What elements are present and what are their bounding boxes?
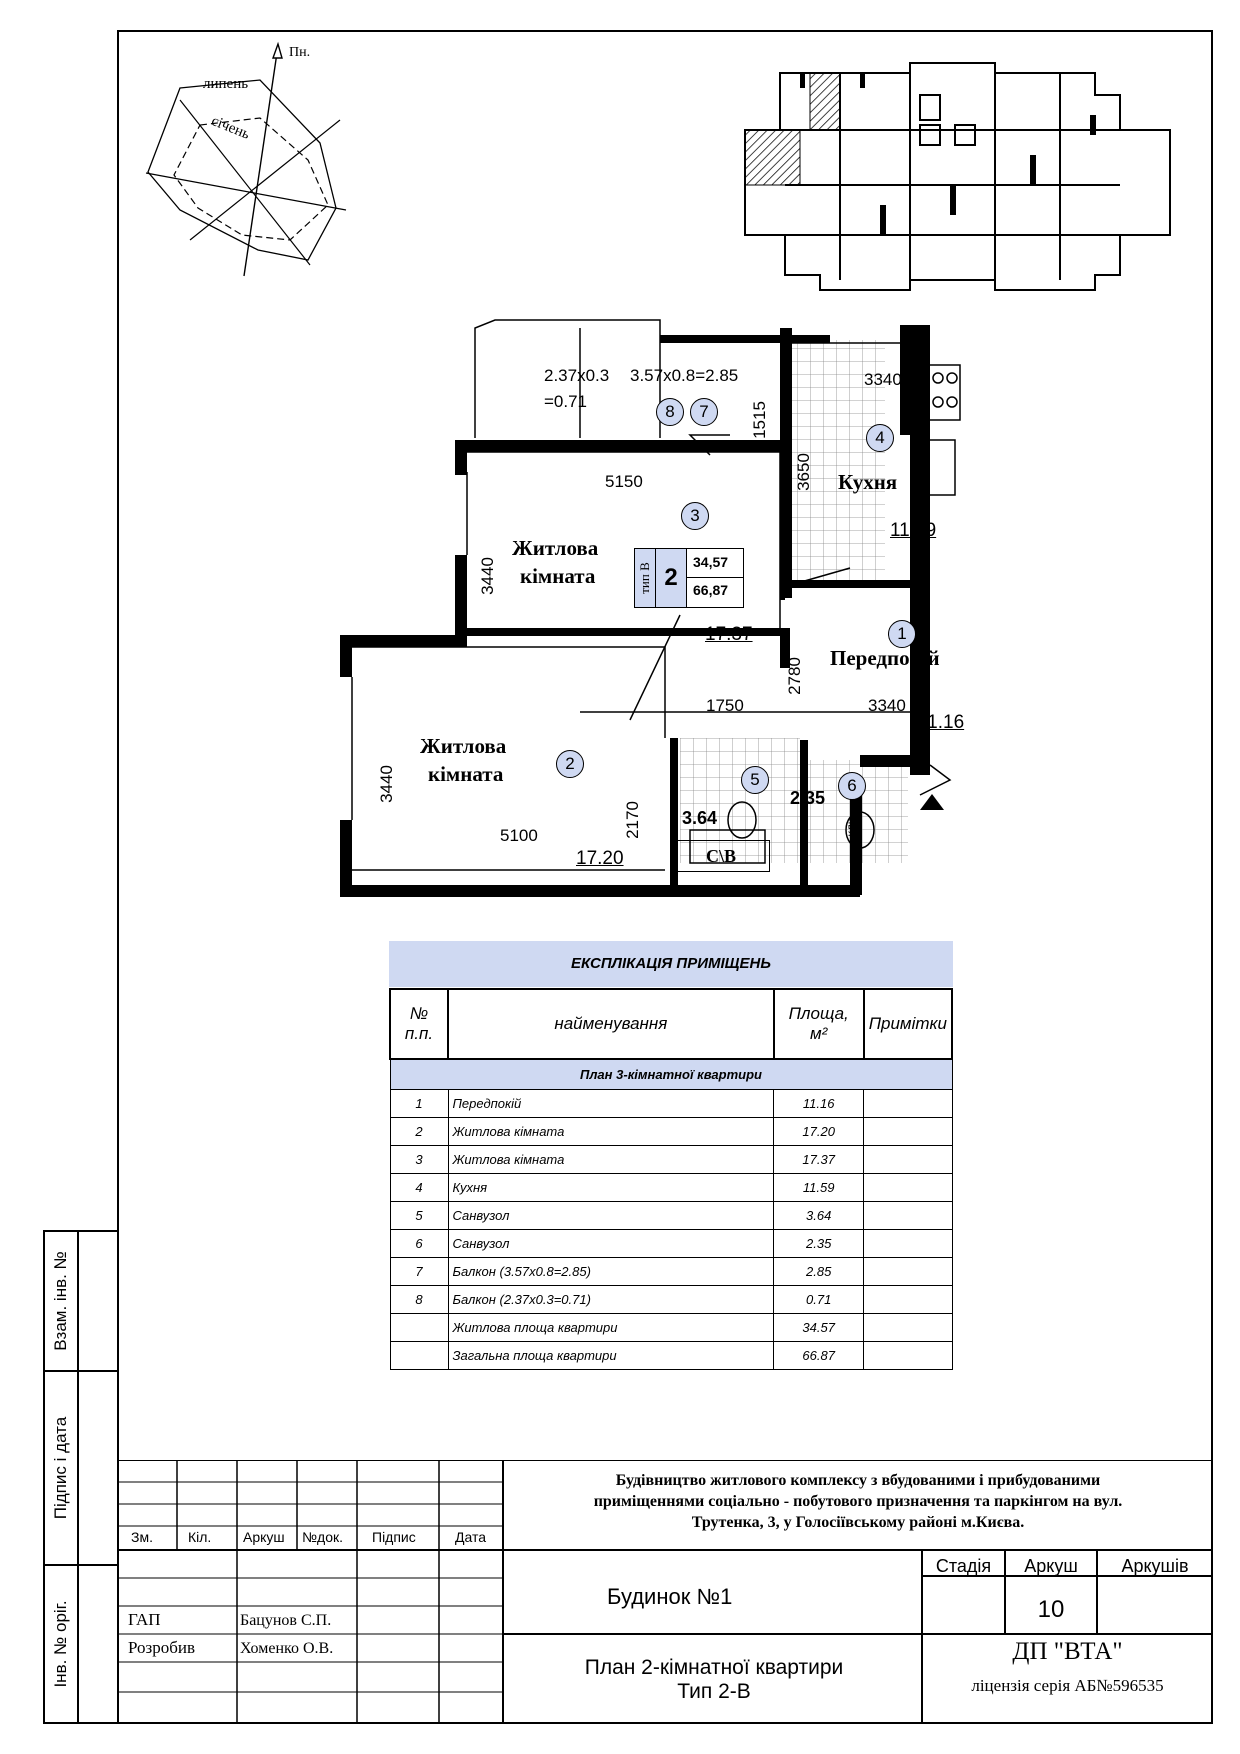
room-2-area: 17.20	[576, 848, 624, 869]
room-4-number: 4	[875, 428, 885, 447]
explication-table	[389, 988, 953, 1370]
dim-3440-a: 3440	[477, 557, 497, 595]
wind-rose	[140, 40, 370, 290]
row-num: 3	[390, 1145, 448, 1173]
explication-section-row	[390, 1059, 952, 1089]
table-row	[390, 1313, 952, 1341]
row-note	[864, 1229, 952, 1257]
row-note	[864, 1257, 952, 1285]
dim-2780: 2780	[784, 657, 804, 695]
explication-header-note: Примітки	[864, 989, 952, 1059]
row-name: Санвузол	[448, 1201, 774, 1229]
organization-name: ДП "ВТА"	[1012, 1638, 1123, 1665]
row-area: 11.59	[774, 1173, 864, 1201]
row-name: Балкон (2.37x0.3=0.71)	[448, 1285, 774, 1313]
dim-2170: 2170	[622, 801, 642, 839]
row-area: 2.35	[774, 1229, 864, 1257]
row-note	[864, 1117, 952, 1145]
row-note	[864, 1285, 952, 1313]
compass-north-label: Пн.	[289, 45, 311, 60]
name-developer: Хоменко О.В.	[240, 1640, 334, 1657]
badge-living: 34,57	[693, 554, 729, 570]
dim-1515: 1515	[749, 401, 769, 439]
badge-type-cell	[635, 549, 656, 607]
table-row	[390, 1341, 952, 1369]
room-3-area: 17.37	[705, 624, 753, 645]
explication-title: ЕКСПЛІКАЦІЯ ПРИМІЩЕНЬ	[389, 941, 953, 987]
apartment-type-badge	[634, 548, 744, 608]
room-7-number: 7	[699, 402, 709, 421]
row-area: 66.87	[774, 1341, 864, 1369]
compass-january-label: січень	[209, 113, 253, 143]
room-5-area: 3.64	[682, 808, 718, 828]
row-num	[390, 1313, 448, 1341]
dim-1750: 1750	[706, 696, 744, 715]
table-row	[390, 1173, 952, 1201]
row-area: 34.57	[774, 1313, 864, 1341]
row-note	[864, 1341, 952, 1369]
row-name: Житлова площа квартири	[448, 1313, 774, 1341]
row-area: 11.16	[774, 1089, 864, 1117]
room-4-marker	[866, 424, 894, 452]
explication-header-row	[390, 989, 952, 1059]
row-num: 2	[390, 1117, 448, 1145]
dim-5150: 5150	[605, 472, 643, 491]
side-label-replacement: Взам. інв. №	[51, 1251, 70, 1351]
project-title-line3: Трутенка, 3, у Голосіївському районі м.Києва.	[691, 1514, 1025, 1531]
table-row	[390, 1089, 952, 1117]
row-num: 7	[390, 1257, 448, 1285]
badge-type: тип В	[637, 562, 652, 594]
row-num: 1	[390, 1089, 448, 1117]
room-2-marker	[556, 750, 584, 778]
project-title-line2: приміщеннями соціально - побутового призначення та паркінгом на вул.	[593, 1493, 1123, 1510]
col-zm: Зм.	[131, 1529, 153, 1545]
side-cell-replacement	[43, 1230, 119, 1372]
room-6-marker	[838, 772, 866, 800]
dim-5100: 5100	[500, 826, 538, 845]
room-8-number: 8	[665, 402, 675, 421]
building-label: Будинок №1	[607, 1584, 733, 1609]
col-arkush: Аркуш	[243, 1529, 285, 1545]
dim-3340-top: 3340	[864, 370, 902, 389]
klk-label: КЛК	[847, 818, 859, 837]
row-name: Загальна площа квартири	[448, 1341, 774, 1369]
table-row	[390, 1229, 952, 1257]
role-gap: ГАП	[128, 1610, 161, 1629]
license-label: ліцензія серія АБ№596535	[971, 1676, 1164, 1695]
building-key-plan	[740, 55, 1180, 300]
row-name: Житлова кімната	[448, 1117, 774, 1145]
sheet-title-line2: Тип 2-В	[677, 1680, 751, 1703]
dim-3340-mid: 3340	[868, 696, 906, 715]
col-data: Дата	[455, 1529, 487, 1545]
side-label-signature: Підпис і дата	[51, 1416, 70, 1520]
side-label-original: Інв. № оріг.	[51, 1600, 70, 1688]
table-row	[390, 1145, 952, 1173]
badge-rooms: 2	[664, 564, 678, 591]
row-note	[864, 1201, 952, 1229]
role-developer: Розробив	[128, 1638, 196, 1657]
row-name: Передпокій	[448, 1089, 774, 1117]
project-title	[505, 1470, 1211, 1533]
side-cell-original	[43, 1564, 119, 1724]
room-6-area: 2.35	[790, 788, 826, 808]
stage-label: Стадія	[935, 1556, 992, 1576]
col-ndok: №док.	[302, 1529, 343, 1545]
table-row	[390, 1285, 952, 1313]
row-note	[864, 1313, 952, 1341]
sheet-title-line1: План 2-кімнатної квартири	[584, 1656, 844, 1679]
row-name: Кухня	[448, 1173, 774, 1201]
balcony-8-dims-line2: =0.71	[544, 392, 588, 411]
explication-header-name: найменування	[448, 989, 774, 1059]
room-5-marker	[741, 766, 769, 794]
row-note	[864, 1145, 952, 1173]
balcony-7-dims: 3.57x0.8=2.85	[630, 366, 739, 385]
dim-3440-b: 3440	[376, 765, 396, 803]
room-3-number: 3	[690, 506, 700, 525]
cv-text: С\В	[705, 846, 736, 866]
sheet-label: Аркуш	[1024, 1556, 1078, 1576]
badge-divider	[687, 577, 743, 578]
room-1-number: 1	[897, 624, 907, 643]
balcony-8-dims-line1: 2.37x0.3	[544, 366, 610, 385]
room-3-marker	[681, 502, 709, 530]
row-area: 2.85	[774, 1257, 864, 1285]
row-num	[390, 1341, 448, 1369]
row-name: Балкон (3.57x0.8=2.85)	[448, 1257, 774, 1285]
room-5-number: 5	[750, 770, 760, 789]
cv-label	[672, 840, 770, 872]
row-area: 17.20	[774, 1117, 864, 1145]
room-8-marker	[656, 398, 684, 426]
explication-header-area: Площа, м²	[774, 989, 864, 1059]
row-num: 8	[390, 1285, 448, 1313]
table-row	[390, 1257, 952, 1285]
room-2-name-line2: кімната	[428, 762, 504, 786]
room-7-marker	[690, 398, 718, 426]
room-4-area: 11.59	[890, 520, 937, 541]
room-2-number: 2	[565, 754, 575, 773]
col-pidpys: Підпис	[372, 1529, 416, 1545]
compass-july-label: липень	[203, 76, 249, 92]
row-area: 3.64	[774, 1201, 864, 1229]
row-note	[864, 1089, 952, 1117]
name-gap: Бацунов С.П.	[240, 1612, 332, 1629]
row-num: 6	[390, 1229, 448, 1257]
badge-rooms-cell	[656, 549, 687, 607]
room-3-name-line2: кімната	[520, 564, 596, 588]
row-num: 4	[390, 1173, 448, 1201]
room-4-name: Кухня	[838, 470, 898, 494]
explication-header-num: № п.п.	[390, 989, 448, 1059]
room-1-marker	[888, 620, 916, 648]
badge-total: 66,87	[693, 582, 729, 598]
sheets-label: Аркушів	[1121, 1556, 1189, 1576]
room-2-name-line1: Житлова	[420, 734, 507, 758]
sheet-number: 10	[1037, 1596, 1065, 1623]
col-kil: Кіл.	[188, 1529, 212, 1545]
table-row	[390, 1117, 952, 1145]
table-row	[390, 1201, 952, 1229]
dim-3650: 3650	[793, 453, 813, 491]
row-num: 5	[390, 1201, 448, 1229]
project-title-line1: Будівництво житлового комплексу з вбудованими і прибудованими	[615, 1472, 1101, 1489]
row-name: Житлова кімната	[448, 1145, 774, 1173]
room-1-area: 11.16	[918, 712, 965, 733]
row-area: 17.37	[774, 1145, 864, 1173]
side-cell-signature	[43, 1370, 119, 1566]
room-3-name-line1: Житлова	[512, 536, 599, 560]
room-1-name: Передпокій	[830, 646, 940, 670]
row-note	[864, 1173, 952, 1201]
row-name: Санвузол	[448, 1229, 774, 1257]
explication-section-label: План 3-кімнатної квартири	[390, 1059, 952, 1089]
room-6-number: 6	[847, 776, 857, 795]
row-area: 0.71	[774, 1285, 864, 1313]
